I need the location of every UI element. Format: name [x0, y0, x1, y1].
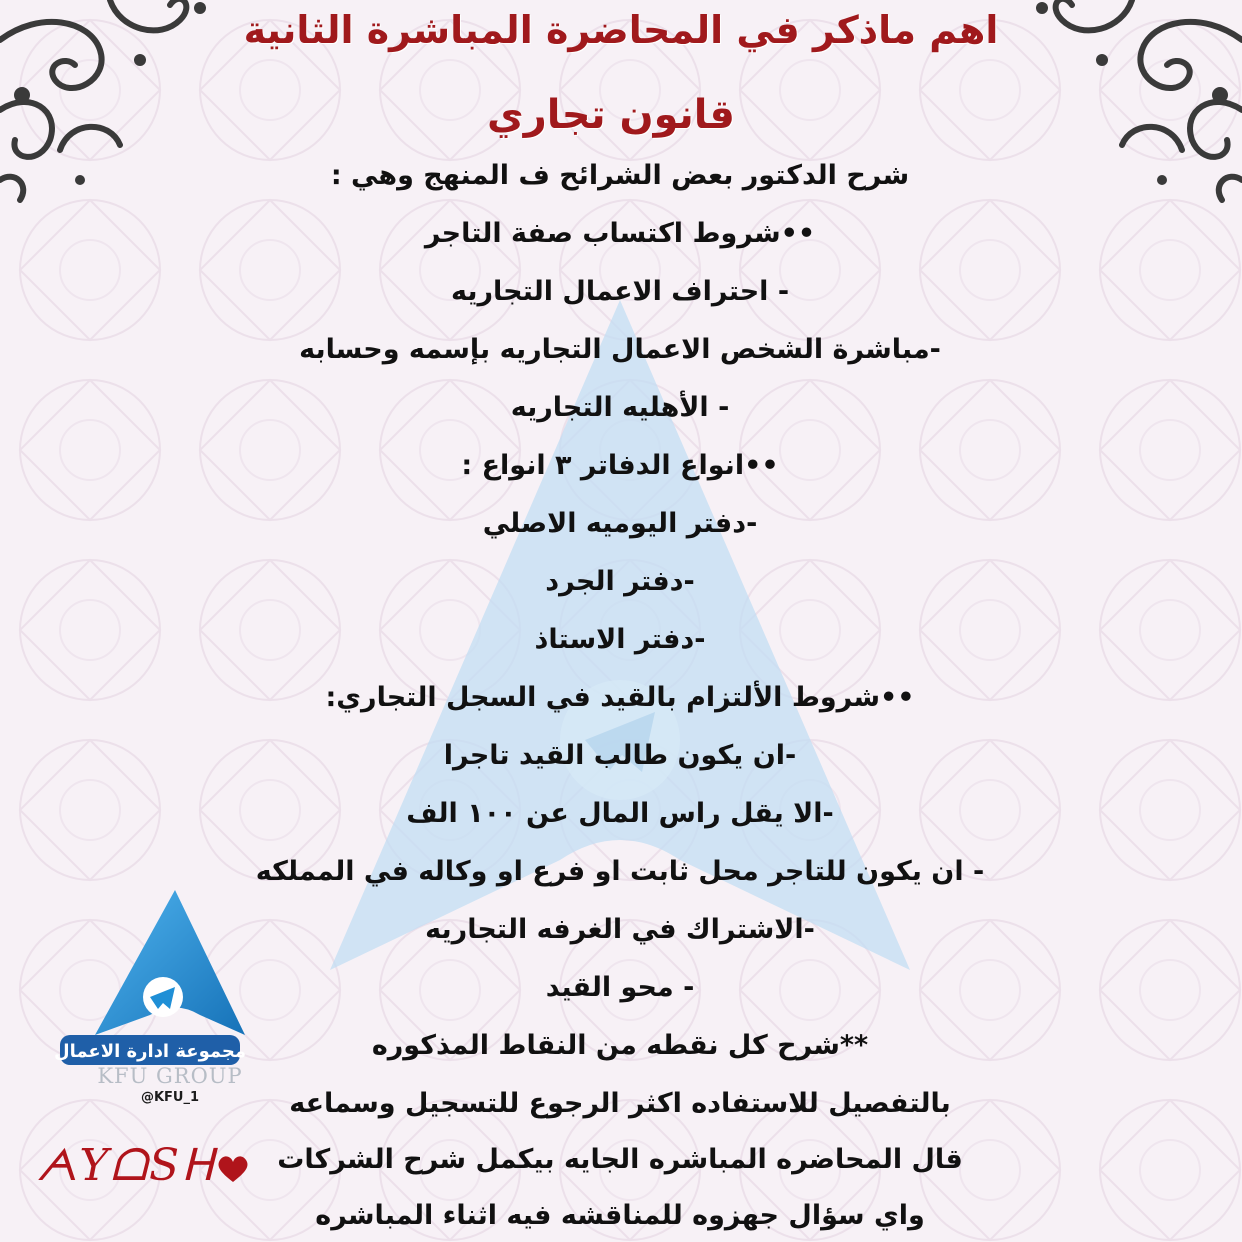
logo-group-name: KFU GROUP: [97, 1064, 243, 1088]
list-item: واي سؤال جهزوه للمناقشه فيه اثناء المباشره: [315, 1200, 925, 1231]
list-item: **شرح كل نقطه من النقاط المذكوره: [371, 1030, 869, 1061]
list-item: -دفتر الجرد: [545, 566, 695, 597]
list-item: -ان يكون طالب القيد تاجرا: [443, 740, 797, 771]
list-item: ••انواع الدفاتر ٣ انواع :: [461, 450, 779, 481]
list-item: بالتفصيل للاستفاده اكثر الرجوع للتسجيل وسماعه: [289, 1088, 951, 1119]
list-item: قال المحاضره المباشره الجايه بيكمل شرح الشركات: [277, 1144, 963, 1175]
signature: [36, 1140, 250, 1191]
list-item: ••شروط اكتساب صفة التاجر: [424, 218, 816, 249]
list-item: - محو القيد: [545, 972, 695, 1003]
page-title: اهم ماذكر في المحاضرة المباشرة الثانية: [243, 8, 999, 52]
list-item: -دفتر الاستاذ: [534, 624, 706, 655]
list-item: -الا يقل راس المال عن ١٠٠ الف: [406, 798, 834, 829]
signature-text: ᗅYᗝSᕼ: [36, 1140, 217, 1191]
logo-handle: @KFU_1: [140, 1090, 200, 1105]
heart-icon: [216, 1154, 250, 1184]
list-item: -دفتر اليوميه الاصلي: [482, 508, 758, 539]
list-item: - ان يكون للتاجر محل ثابت او فرع او وكاله في المملكه: [255, 856, 985, 887]
list-item: - الأهليه التجاريه: [510, 392, 730, 423]
logo-arabic-name: مجموعة ادارة الاعمال: [53, 1041, 247, 1062]
list-item: -الاشتراك في الغرفه التجاريه: [425, 914, 815, 945]
list-item: ••شروط الألتزام بالقيد في السجل التجاري:: [325, 682, 915, 713]
list-item: شرح الدكتور بعض الشرائح ف المنهج وهي :: [330, 160, 910, 191]
page-subtitle: قانون تجاري: [487, 92, 735, 138]
list-item: -مباشرة الشخص الاعمال التجاريه بإسمه وحسابه: [299, 334, 941, 365]
list-item: - احتراف الاعمال التجاريه: [450, 276, 790, 307]
